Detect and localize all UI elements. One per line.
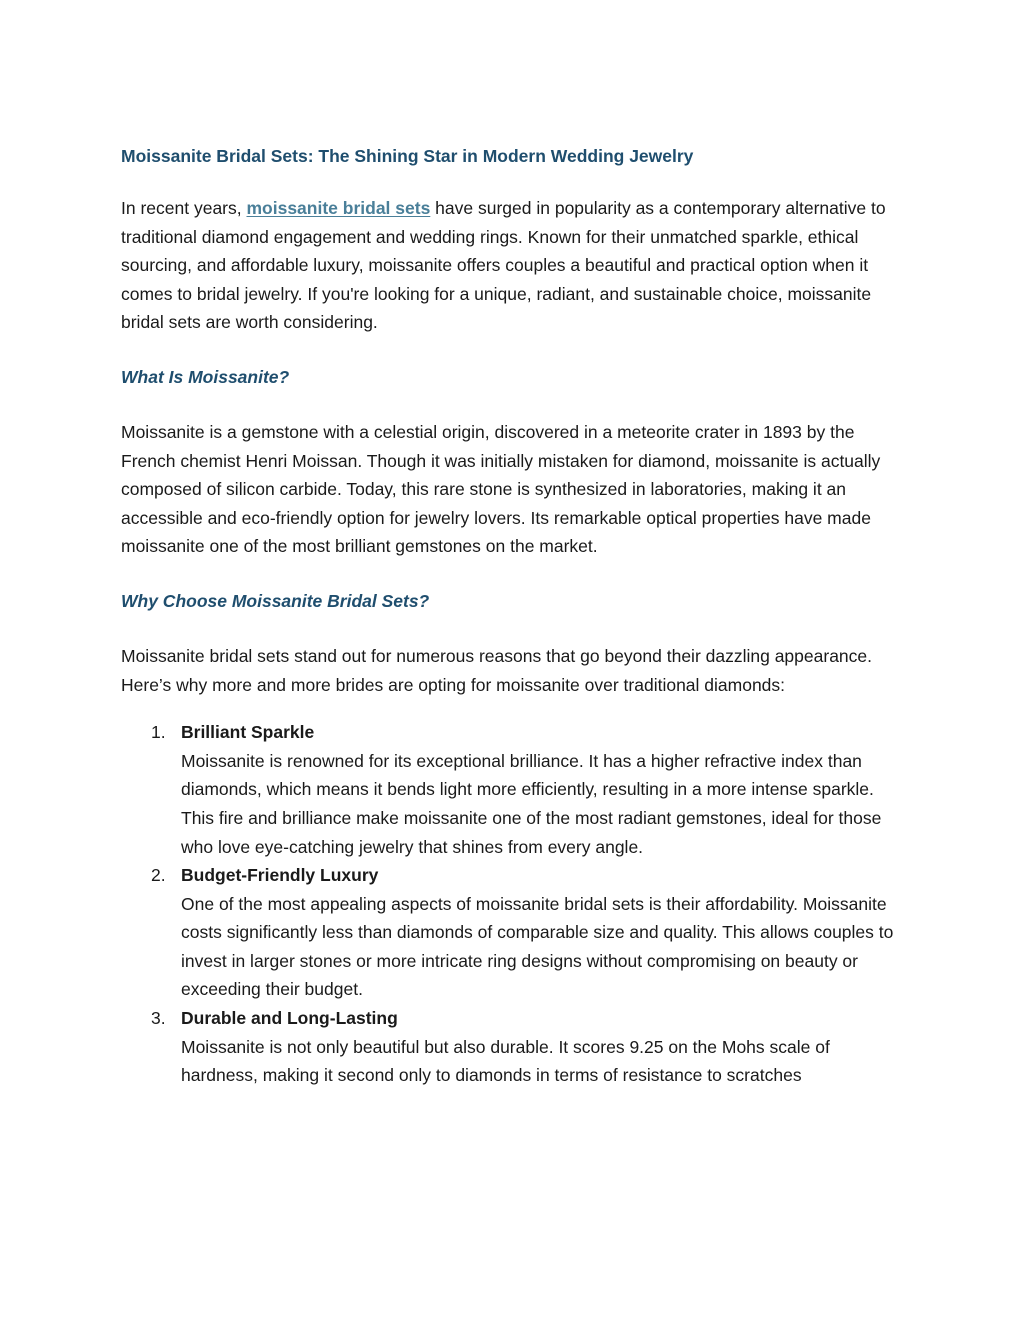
- list-item-number: 1.: [151, 722, 166, 743]
- intro-suffix: have surged in popularity as a contemporary alternative to traditional diamond engagement and wedding rings. Known for their unmatched sparkle, ethical sourcing, and affordable luxury, moissanite offers couples a beautiful and practical option when it comes to bridal jewelry. If you're looking for a unique, radiant, and sustainable choice, moissanite bridal sets are worth considering.: [121, 198, 886, 333]
- list-item-body: One of the most appealing aspects of moissanite bridal sets is their affordability. Moissanite costs significantly less than diamonds of comparable size and quality. This allows couples to invest in larger stones or more intricate ring designs without compromising on beauty or exceeding their budget.: [181, 893, 894, 1000]
- list-item: [121, 861, 911, 1004]
- list-item-body: Moissanite is not only beautiful but also durable. It scores 9.25 on the Mohs scale of hardness, making it second only to diamonds in terms of resistance to scratches: [181, 1036, 830, 1086]
- list-item-number: 2.: [151, 865, 166, 886]
- section-heading-why-choose: Why Choose Moissanite Bridal Sets?: [121, 590, 430, 611]
- list-item-title: Budget-Friendly Luxury: [181, 865, 379, 886]
- list-item-body: Moissanite is renowned for its exceptional brilliance. It has a higher refractive index than diamonds, which means it bends light more efficiently, resulting in a more intense sparkle. This fire and brilliance make moissanite one of the most radiant gemstones, ideal for those who love eye-catching jewelry that shines from every angle.: [181, 750, 882, 857]
- section-body-what-is-moissanite: Moissanite is a gemstone with a celestial origin, discovered in a meteorite crater in 1893 by the French chemist Henri Moissan. Though it was initially mistaken for diamond, moissanite is actually composed of silicon carbide. Today, this rare stone is synthesized in laboratories, making it an accessible and eco-friendly option for jewelry lovers. Its remarkable optical properties have made moissanite one of the most brilliant gemstones on the market.: [121, 421, 881, 557]
- reasons-list: [121, 718, 911, 1090]
- list-item: [121, 1004, 911, 1090]
- intro-prefix: In recent years,: [121, 198, 247, 218]
- intro-paragraph: [121, 194, 911, 337]
- section-body-why-choose: Moissanite bridal sets stand out for numerous reasons that go beyond their dazzling appearance. Here’s why more and more brides are opting for moissanite over traditional diamonds:: [121, 645, 873, 695]
- section-heading-what-is-moissanite: What Is Moissanite?: [121, 366, 290, 387]
- list-item-title: Durable and Long-Lasting: [181, 1008, 398, 1029]
- moissanite-bridal-sets-link[interactable]: moissanite bridal sets: [246, 198, 431, 218]
- page-title: Moissanite Bridal Sets: The Shining Star in Modern Wedding Jewelry: [121, 146, 694, 166]
- list-item-number: 3.: [151, 1008, 166, 1029]
- list-item: [121, 718, 911, 861]
- document-page: [121, 143, 911, 1090]
- list-item-title: Brilliant Sparkle: [181, 722, 315, 743]
